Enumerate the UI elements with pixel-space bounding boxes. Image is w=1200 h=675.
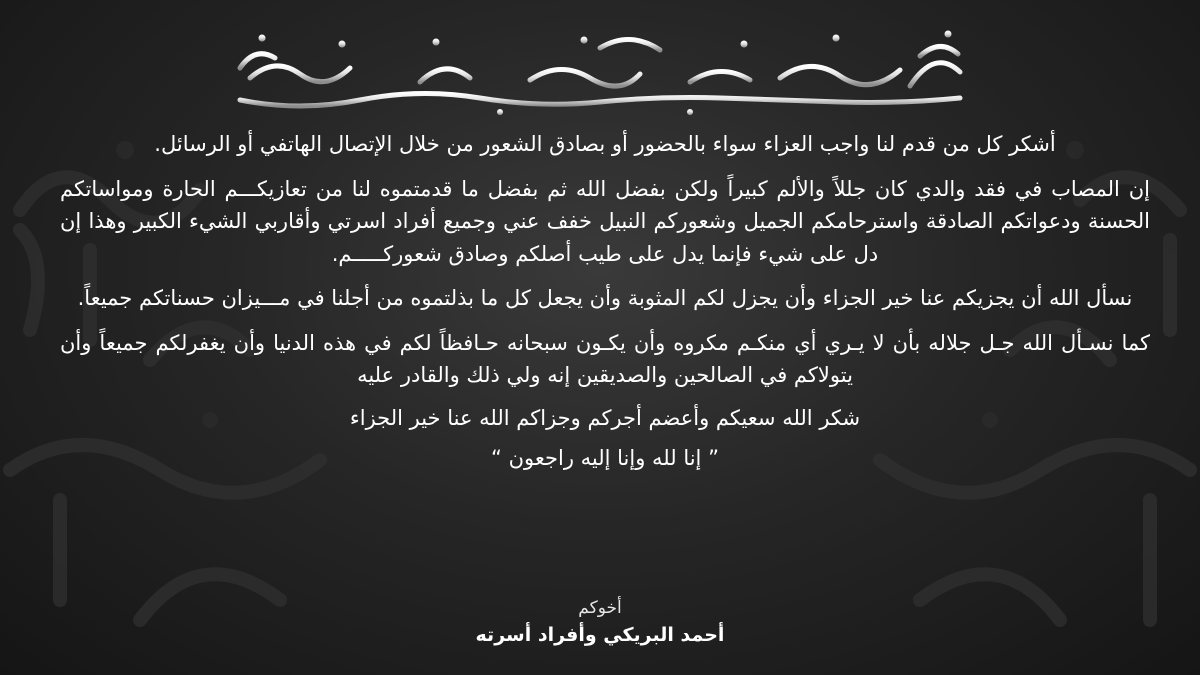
message-body [60, 128, 1150, 470]
signature-name: أحمد البريكي وأفراد أسرته [475, 624, 725, 646]
paragraph-prayer-reward: نسأل الله أن يجزيكم عنا خير الجزاء وأن يجزل لكم المثوبة وأن يجعل كل ما بذلتموه من أجلنا في مـــيزان حسناتكم جميعاً. [77, 286, 1133, 311]
quote-line: ” إنا لله وإنا إليه راجعون “ [491, 445, 719, 470]
signature-intro: أخوكم [578, 598, 622, 618]
paragraph-loss: إن المصاب في فقد والدي كان جللاً والألم كبيراً ولكن بفضل الله ثم بفضل ما قدمتموه لنا من تعازيكـــم الحارة ومواساتكم الحسنة ودعواتكم الصادقة واسترحامكم الجميل وشعوركم النبيل خفف عني وجميع أفراد اسرتي وأقاربي الشيء الكبير وهذا إن دل على شيء فإنما يدل على طيب أصلكم وصادق شعوركـــــم. [60, 176, 1150, 266]
calligraphy-image [0, 8, 1200, 118]
paragraph-thanks: أشكر كل من قدم لنا واجب العزاء سواء بالحضور أو بصادق الشعور من خلال الإتصال الهاتفي أو الرسائل. [154, 132, 1056, 156]
signature-block [0, 598, 1200, 646]
header-calligraphy-banner [0, 8, 1200, 118]
closing-line: شكر الله سعيكم وأعضم أجركم وجزاكم الله عنا خير الجزاء [349, 405, 861, 430]
paragraph-prayer-protection: كما نسـأل الله جـل جلاله بأن لا يـري أي منكـم مكروه وأن يكـون سبحانه حـافظاً لكم في هذه الدنيا وأن يغفرلكم جميعاً وأن يتولاكم في الصالحين والصديقين إنه ولي ذلك والقادر عليه [60, 330, 1150, 388]
